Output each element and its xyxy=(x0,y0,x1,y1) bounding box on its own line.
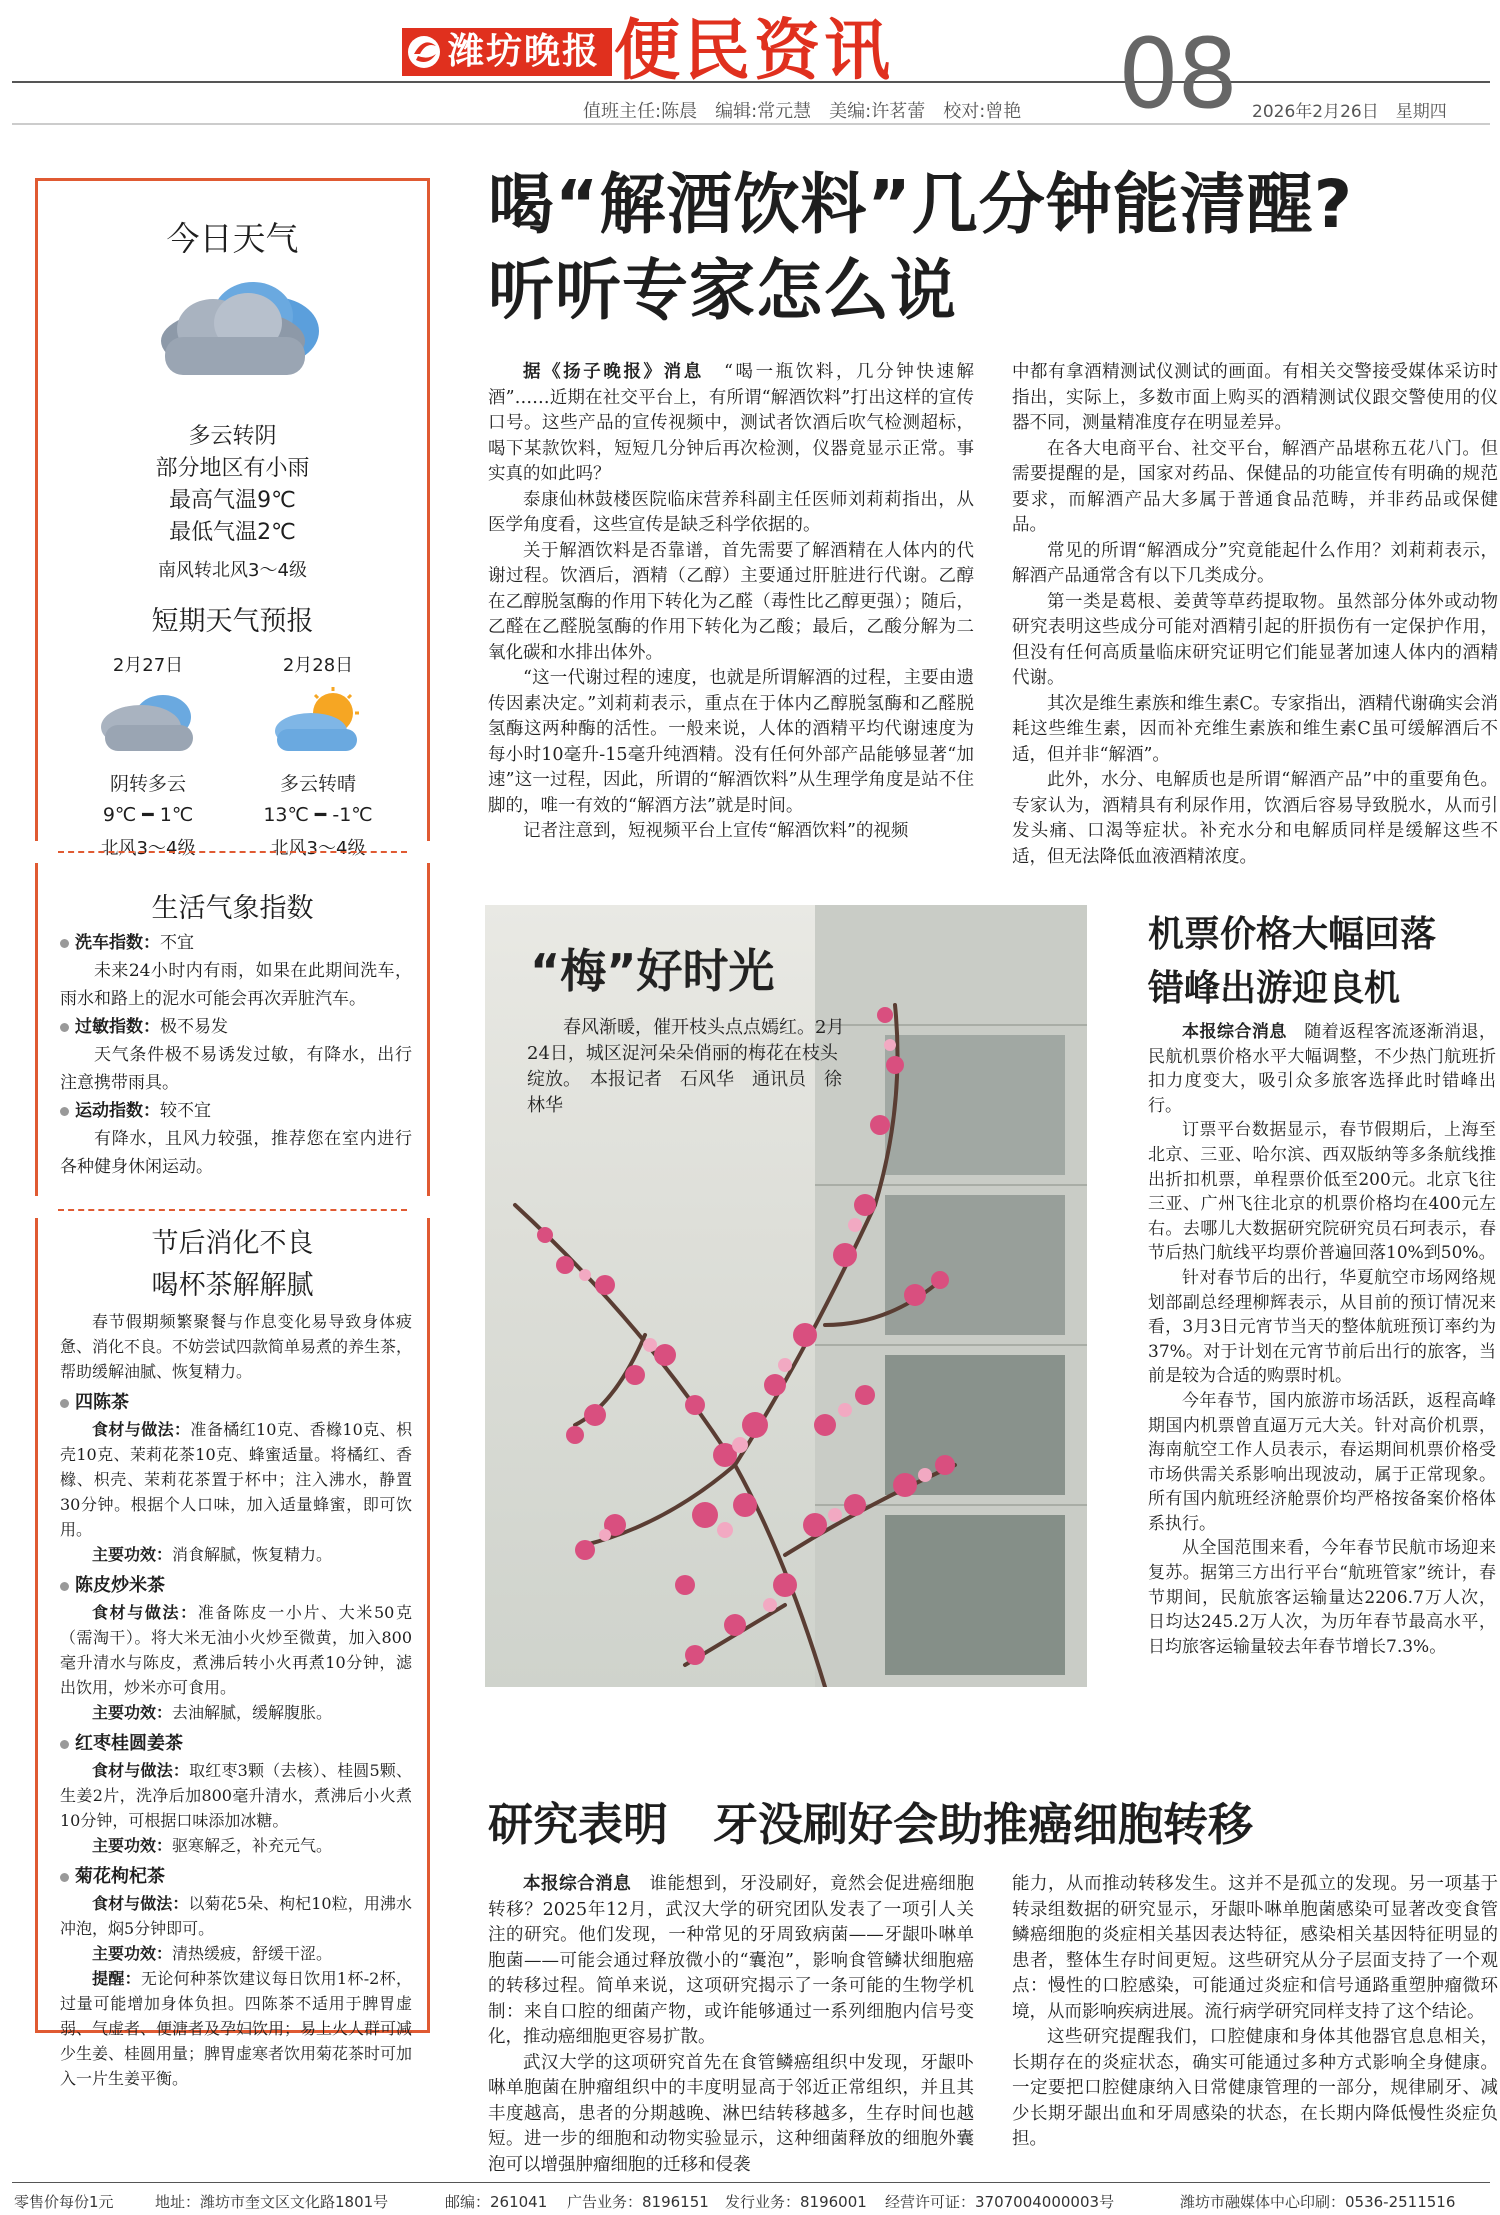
tea-effect: 主要功效：消食解腻，恢复精力。 xyxy=(92,1545,333,1564)
article-paragraph: 针对春节后的出行，华夏航空市场网络规划部副总经理柳辉表示，从目前的预订情况来看，3月3日元宵节当天的整体航班预订率约为37%。对于计划在元宵节前后出行的旅客，当前是较为合适的购票时机。 xyxy=(1148,1267,1496,1387)
plum-blossom-photo xyxy=(485,905,1087,1687)
index-item xyxy=(60,1097,412,1125)
article1-headline xyxy=(488,162,1353,334)
tea-tip: 提醒：无论何种茶饮建议每日饮用1杯-2杯，过量可能增加身体负担。四陈茶不适用于脾胃虚弱、气虚者、便溏者及孕妇饮用；易上火人群可减少生姜、桂圆用量；脾胃虚寒者饮用菊花茶时可加入一片生姜平衡。 xyxy=(60,1969,413,2088)
forecast-day xyxy=(238,651,398,860)
headline-line: 错峰出游迎良机 xyxy=(1148,968,1401,1009)
footer xyxy=(0,2187,1500,2215)
paper-name: 潍坊晚报 xyxy=(448,31,601,72)
article2-headline xyxy=(1148,908,1436,1016)
footer-price: 零售价每份1元 xyxy=(14,2193,114,2211)
tea-recipe: 食材与做法：取红枣3颗（去核）、桂圆5颗、生姜2片，洗净后加800毫升清水，煮沸后小火煮10分钟，可根据口味添加冰糖。 xyxy=(60,1761,412,1830)
forecast-day xyxy=(68,651,228,860)
paper-logo-icon xyxy=(404,32,444,72)
divider xyxy=(58,851,407,853)
tea-subtitle: 喝杯茶解解腻 xyxy=(151,1270,314,1301)
weather-index-list xyxy=(60,929,412,1181)
headline-line: 机票价格大幅回落 xyxy=(1148,914,1437,955)
article-paragraph: 此外，水分、电解质也是所谓“解酒产品”中的重要角色。专家认为，酒精具有利尿作用，饮酒后容易导致脱水，从而引发头痛、口渴等症状。补充水分和电解质同样是缓解这些不适，但无法降低血液酒精浓度。 xyxy=(1012,770,1498,867)
weather-sidebar xyxy=(35,178,430,2088)
weather-title: 今日天气 xyxy=(166,219,299,258)
bullet-icon xyxy=(60,1023,69,1032)
article-paragraph: 今年春节，国内旅游市场活跃，返程高峰期国内机票曾直逼万元大关。针对高价机票，海南航空工作人员表示，春运期间机票价格受市场供需关系影响出现波动，属于正常现象。所有国内航班经济舱票价均严格按备案价格体系执行。 xyxy=(1148,1390,1496,1534)
forecast-date: 2月28日 xyxy=(282,655,354,676)
sidebar-notch xyxy=(421,1196,441,1218)
article-paragraph: 这些研究提醒我们，口腔健康和身体其他器官息息相关，长期存在的炎症状态，确实可能通过多种方式影响全身健康。一定要把口腔健康纳入日常健康管理的一部分，规律刷牙、减少长期牙龈出血和牙周感染的状态，在长期内降低慢性炎症负担。 xyxy=(1012,2027,1498,2149)
staff-credits: 值班主任:陈晨 编辑:常元慧 美编:许茗蕾 校对:曾艳 xyxy=(583,101,1022,122)
today-wind: 南风转北风3～4级 xyxy=(158,560,307,581)
footer-rule xyxy=(12,2182,1490,2183)
today-high: 最高气温9℃ xyxy=(169,488,296,513)
article3-column xyxy=(488,1872,974,2178)
bullet-icon xyxy=(60,939,69,948)
tea-effect: 主要功效：去油解腻，缓解腹胀。 xyxy=(92,1703,333,1722)
index-text: 有降水，且风力较强，推荐您在室内进行各种健身休闲运动。 xyxy=(60,1129,412,1177)
article1-column xyxy=(488,360,974,845)
bullet-icon xyxy=(60,1740,69,1749)
divider xyxy=(58,1209,407,1211)
section-title: 便民资讯 xyxy=(614,12,894,89)
tea-recipe: 食材与做法：准备陈皮一小片、大米50克（需淘干）。将大米无油小火炒至微黄，加入800毫升清水与陈皮，煮沸后转小火再煮10分钟，滤出饮用，炒米亦可食用。 xyxy=(60,1603,412,1697)
tea-recipe: 食材与做法：以菊花5朵、枸杞10粒，用沸水冲泡，焖5分钟即可。 xyxy=(60,1894,412,1938)
bullet-icon xyxy=(60,1873,69,1882)
index-level: 不宜 xyxy=(160,933,194,953)
article-paragraph: 其次是维生素族和维生素C。专家指出，酒精代谢确实会消耗这些维生素，因而补充维生素族和维生素C虽可缓解酒后不适，但并非“解酒”。 xyxy=(1012,693,1498,765)
index-name: 运动指数： xyxy=(75,1101,160,1121)
footer-license: 经营许可证：3707004000003号 xyxy=(885,2193,1115,2211)
footer-postcode: 邮编：261041 xyxy=(445,2193,548,2211)
tea-effect: 主要功效：清热缓疲，舒缓干涩。 xyxy=(92,1944,333,1963)
today-cond: 多云转阴 xyxy=(188,424,277,449)
article-paragraph: 能力，从而推动转移发生。这并不是孤立的发现。另一项基于转录组数据的研究显示，牙龈卟啉单胞菌感染可显著改变食管鳞癌细胞的炎症相关基因表达特征，感染相关基因特征明显的患者，整体生存时间更短。这些研究从分子层面支持了一个观点：慢性的口腔感染，可能通过炎症和信号通路重塑肿瘤微环境，从而影响疾病进展。流行病学研究同样支持了这个结论。 xyxy=(1012,1874,1498,2022)
tea-effect: 主要功效：驱寒解乏，补充元气。 xyxy=(92,1836,333,1855)
headline-line: 喝“解酒饮料”几分钟能清醒? xyxy=(488,166,1354,243)
photo-title: “梅”好时光 xyxy=(530,944,775,998)
forecast-title: 短期天气预报 xyxy=(151,606,314,637)
article-paragraph: 本报综合消息 随着返程客流逐渐消退，民航机票价格水平大幅调整，不少热门航班折扣力度变大，吸引众多旅客选择此时错峰出行。 xyxy=(1148,1022,1497,1116)
sidebar-notch xyxy=(24,841,44,863)
article-paragraph: 第一类是葛根、姜黄等草药提取物。虽然部分体外或动物研究表明这些成分可能对酒精引起的肝损伤有一定保护作用，但没有任何高质量临床研究证明它们能显著加速人体内的酒精代谢。 xyxy=(1012,591,1498,688)
forecast-wind: 北风3～4级 xyxy=(270,838,366,859)
article-paragraph: 订票平台数据显示，春节假期后，上海至北京、三亚、哈尔滨、西双版纳等多条航线推出折扣机票，单程票价低至200元。北京飞往三亚、广州飞往北京的机票价格均在400元左右。去哪儿大数据研究院研究员石珂表示，春节后热门航线平均票价普遍回落10%到50%。 xyxy=(1148,1120,1496,1264)
index-text: 未来24小时内有雨，如果在此期间洗车，雨水和路上的泥水可能会再次弄脏汽车。 xyxy=(60,961,412,1009)
article-paragraph: 中都有拿酒精测试仪测试的画面。有相关交警接受媒体采访时指出，实际上，多数市面上购买的酒精测试仪跟交警使用的仪器不同，测量精准度存在明显差异。 xyxy=(1012,362,1498,433)
index-item xyxy=(60,1013,412,1041)
index-name: 洗车指数： xyxy=(75,933,160,953)
forecast-temp: 9℃ ━ 1℃ xyxy=(102,804,194,826)
article-paragraph: 在各大电商平台、社交平台，解酒产品堪称五花八门。但需要提醒的是，国家对药品、保健品的功能宣传有明确的规范要求，而解酒产品大多属于普通食品范畴，并非药品或保健品。 xyxy=(1012,438,1498,535)
index-level: 较不宜 xyxy=(160,1101,211,1121)
article1-column xyxy=(1012,360,1498,870)
tea-title: 节后消化不良 xyxy=(151,1228,314,1259)
index-level: 极不易发 xyxy=(160,1017,228,1037)
tea-recipe: 食材与做法：准备橘红10克、香橼10克、枳壳10克、茉莉花茶10克、蜂蜜适量。将橘红、香橼、枳壳、茉莉花茶置于杯中；注入沸水，静置30分钟。根据个人口味，加入适量蜂蜜，即可饮用。 xyxy=(60,1420,412,1539)
tea-name: 红枣桂圆姜茶 xyxy=(60,1731,412,1756)
tea-name: 陈皮炒米茶 xyxy=(60,1573,412,1598)
index-item xyxy=(60,929,412,957)
bullet-icon xyxy=(60,1582,69,1591)
sidebar-notch xyxy=(421,841,441,863)
article-paragraph: 泰康仙林鼓楼医院临床营养科副主任医师刘莉莉指出，从医学角度看，这些宣传是缺乏科学依据的。 xyxy=(488,489,974,535)
index-name: 过敏指数： xyxy=(75,1017,160,1037)
article3-headline: 研究表明 牙没刷好会助推癌细胞转移 xyxy=(488,1798,1254,1851)
footer-address: 地址：潍坊市奎文区文化路1801号 xyxy=(155,2193,389,2211)
article-paragraph: 据《扬子晚报》消息 “喝一瓶饮料，几分钟快速解酒”……近期在社交平台上，有所谓“解酒饮料”打出这样的宣传口号。这些产品的宣传视频中，测试者饮酒后吹气检测超标，喝下某款饮料，短短几分钟后再次检测，仪器竟显示正常。事实真的如此吗？ xyxy=(488,362,974,484)
sidebar-notch xyxy=(24,1196,44,1218)
article3-column xyxy=(1012,1872,1498,2153)
article-paragraph: 记者注意到，短视频平台上宣传“解酒饮料”的视频 xyxy=(523,821,909,841)
article2-column xyxy=(1148,1020,1496,1659)
forecast-wind: 北风3～4级 xyxy=(100,838,196,859)
headline-line: 听听专家怎么说 xyxy=(488,252,957,329)
photo-caption: 春风渐暖，催开枝头点点嫣红。2月24日，城区浞河朵朵俏丽的梅花在枝头绽放。 本报记者 石风华 通讯员 徐林华 xyxy=(527,1017,845,1116)
tea-name: 四陈茶 xyxy=(60,1390,412,1415)
footer-distribution: 发行业务：8196001 xyxy=(725,2193,867,2211)
issue-date: 2026年2月26日 星期四 xyxy=(1252,102,1447,122)
sun-cloud-icon xyxy=(263,687,373,757)
bullet-icon xyxy=(60,1399,69,1408)
article-paragraph: 关于解酒饮料是否靠谱，首先需要了解酒精在人体内的代谢过程。饮酒后，酒精（乙醇）主要通过肝脏进行代谢。乙醇在乙醇脱氢酶的作用下转化为乙醛（毒性比乙醇更强）；随后，乙醛在乙醛脱氢酶的作用下转化为乙酸；最后，乙酸分解为二氧化碳和水排出体外。 xyxy=(488,540,974,663)
footer-ad: 广告业务：8196151 xyxy=(567,2193,709,2211)
article-paragraph: 常见的所谓“解酒成分”究竟能起什么作用？刘莉莉表示，解酒产品通常含有以下几类成分。 xyxy=(1012,540,1498,586)
article-paragraph: “这一代谢过程的速度，也就是所谓解酒的过程，主要由遗传因素决定。”刘莉莉表示，重点在于体内乙醇脱氢酶和乙醛脱氢酶这两种酶的活性。一般来说，人体的酒精平均代谢速度为每小时10毫升-15毫升纯酒精。没有任何外部产品能够显著“加速”这一过程，因此，所谓的“解酒饮料”从生理学角度是站不住脚的，唯一有效的“解酒方法”就是时间。 xyxy=(488,668,974,816)
footer-printer: 潍坊市融媒体中心印刷：0536-2511516 xyxy=(1180,2193,1456,2211)
tea-intro: 春节假期频繁聚餐与作息变化易导致身体疲惫、消化不良。不妨尝试四款简单易煮的养生茶，帮助缓解油腻、恢复精力。 xyxy=(60,1312,413,1381)
page-number: 08 xyxy=(1118,18,1237,130)
forecast-cond: 多云转晴 xyxy=(279,773,356,795)
forecast-cond: 阴转多云 xyxy=(109,773,186,795)
article-paragraph: 武汉大学的这项研究首先在食管鳞癌组织中发现，牙龈卟啉单胞菌在肿瘤组织中的丰度明显高于邻近正常组织，并且其丰度越高，患者的分期越晚、淋巴结转移越多，生存时间也越短。进一步的细胞和动物实验显示，这种细菌释放的细胞外囊泡可以增强肿瘤细胞的迁移和侵袭 xyxy=(488,2052,974,2175)
today-low: 最低气温2℃ xyxy=(169,520,296,545)
today-rain: 部分地区有小雨 xyxy=(155,456,310,481)
bullet-icon xyxy=(60,1107,69,1116)
index-title: 生活气象指数 xyxy=(151,893,314,924)
index-text: 天气条件极不易诱发过敏，有降水，出行注意携带雨具。 xyxy=(60,1045,412,1093)
cloud-icon xyxy=(143,271,333,391)
article-paragraph: 本报综合消息 谁能想到，牙没刷好，竟然会促进癌细胞转移？2025年12月，武汉大学的研究团队发表了一项引人关注的研究。他们发现，一种常见的牙周致病菌——牙龈卟啉单胞菌——可能会通过释放微小的“囊泡”，影响食管鳞状细胞癌的转移过程。简单来说，这项研究揭示了一条可能的生物学机制：来自口腔的细菌产物，或许能够通过一系列细胞内信号变化，推动癌细胞更容易扩散。 xyxy=(488,1874,974,2047)
cloudy-icon xyxy=(93,687,203,757)
tea-name: 菊花枸杞茶 xyxy=(60,1864,412,1889)
article-paragraph: 从全国范围来看，今年春节民航市场迎来复苏。据第三方出行平台“航班管家”统计，春节期间，民航旅客运输量达2206.7万人次，日均达245.2万人次，为历年春节最高水平，日均旅客运输量较去年春节增长7.3%。 xyxy=(1148,1538,1496,1657)
tea-section xyxy=(60,1309,412,2091)
forecast-temp: 13℃ ━ -1℃ xyxy=(263,804,373,826)
forecast-date: 2月27日 xyxy=(112,655,184,676)
